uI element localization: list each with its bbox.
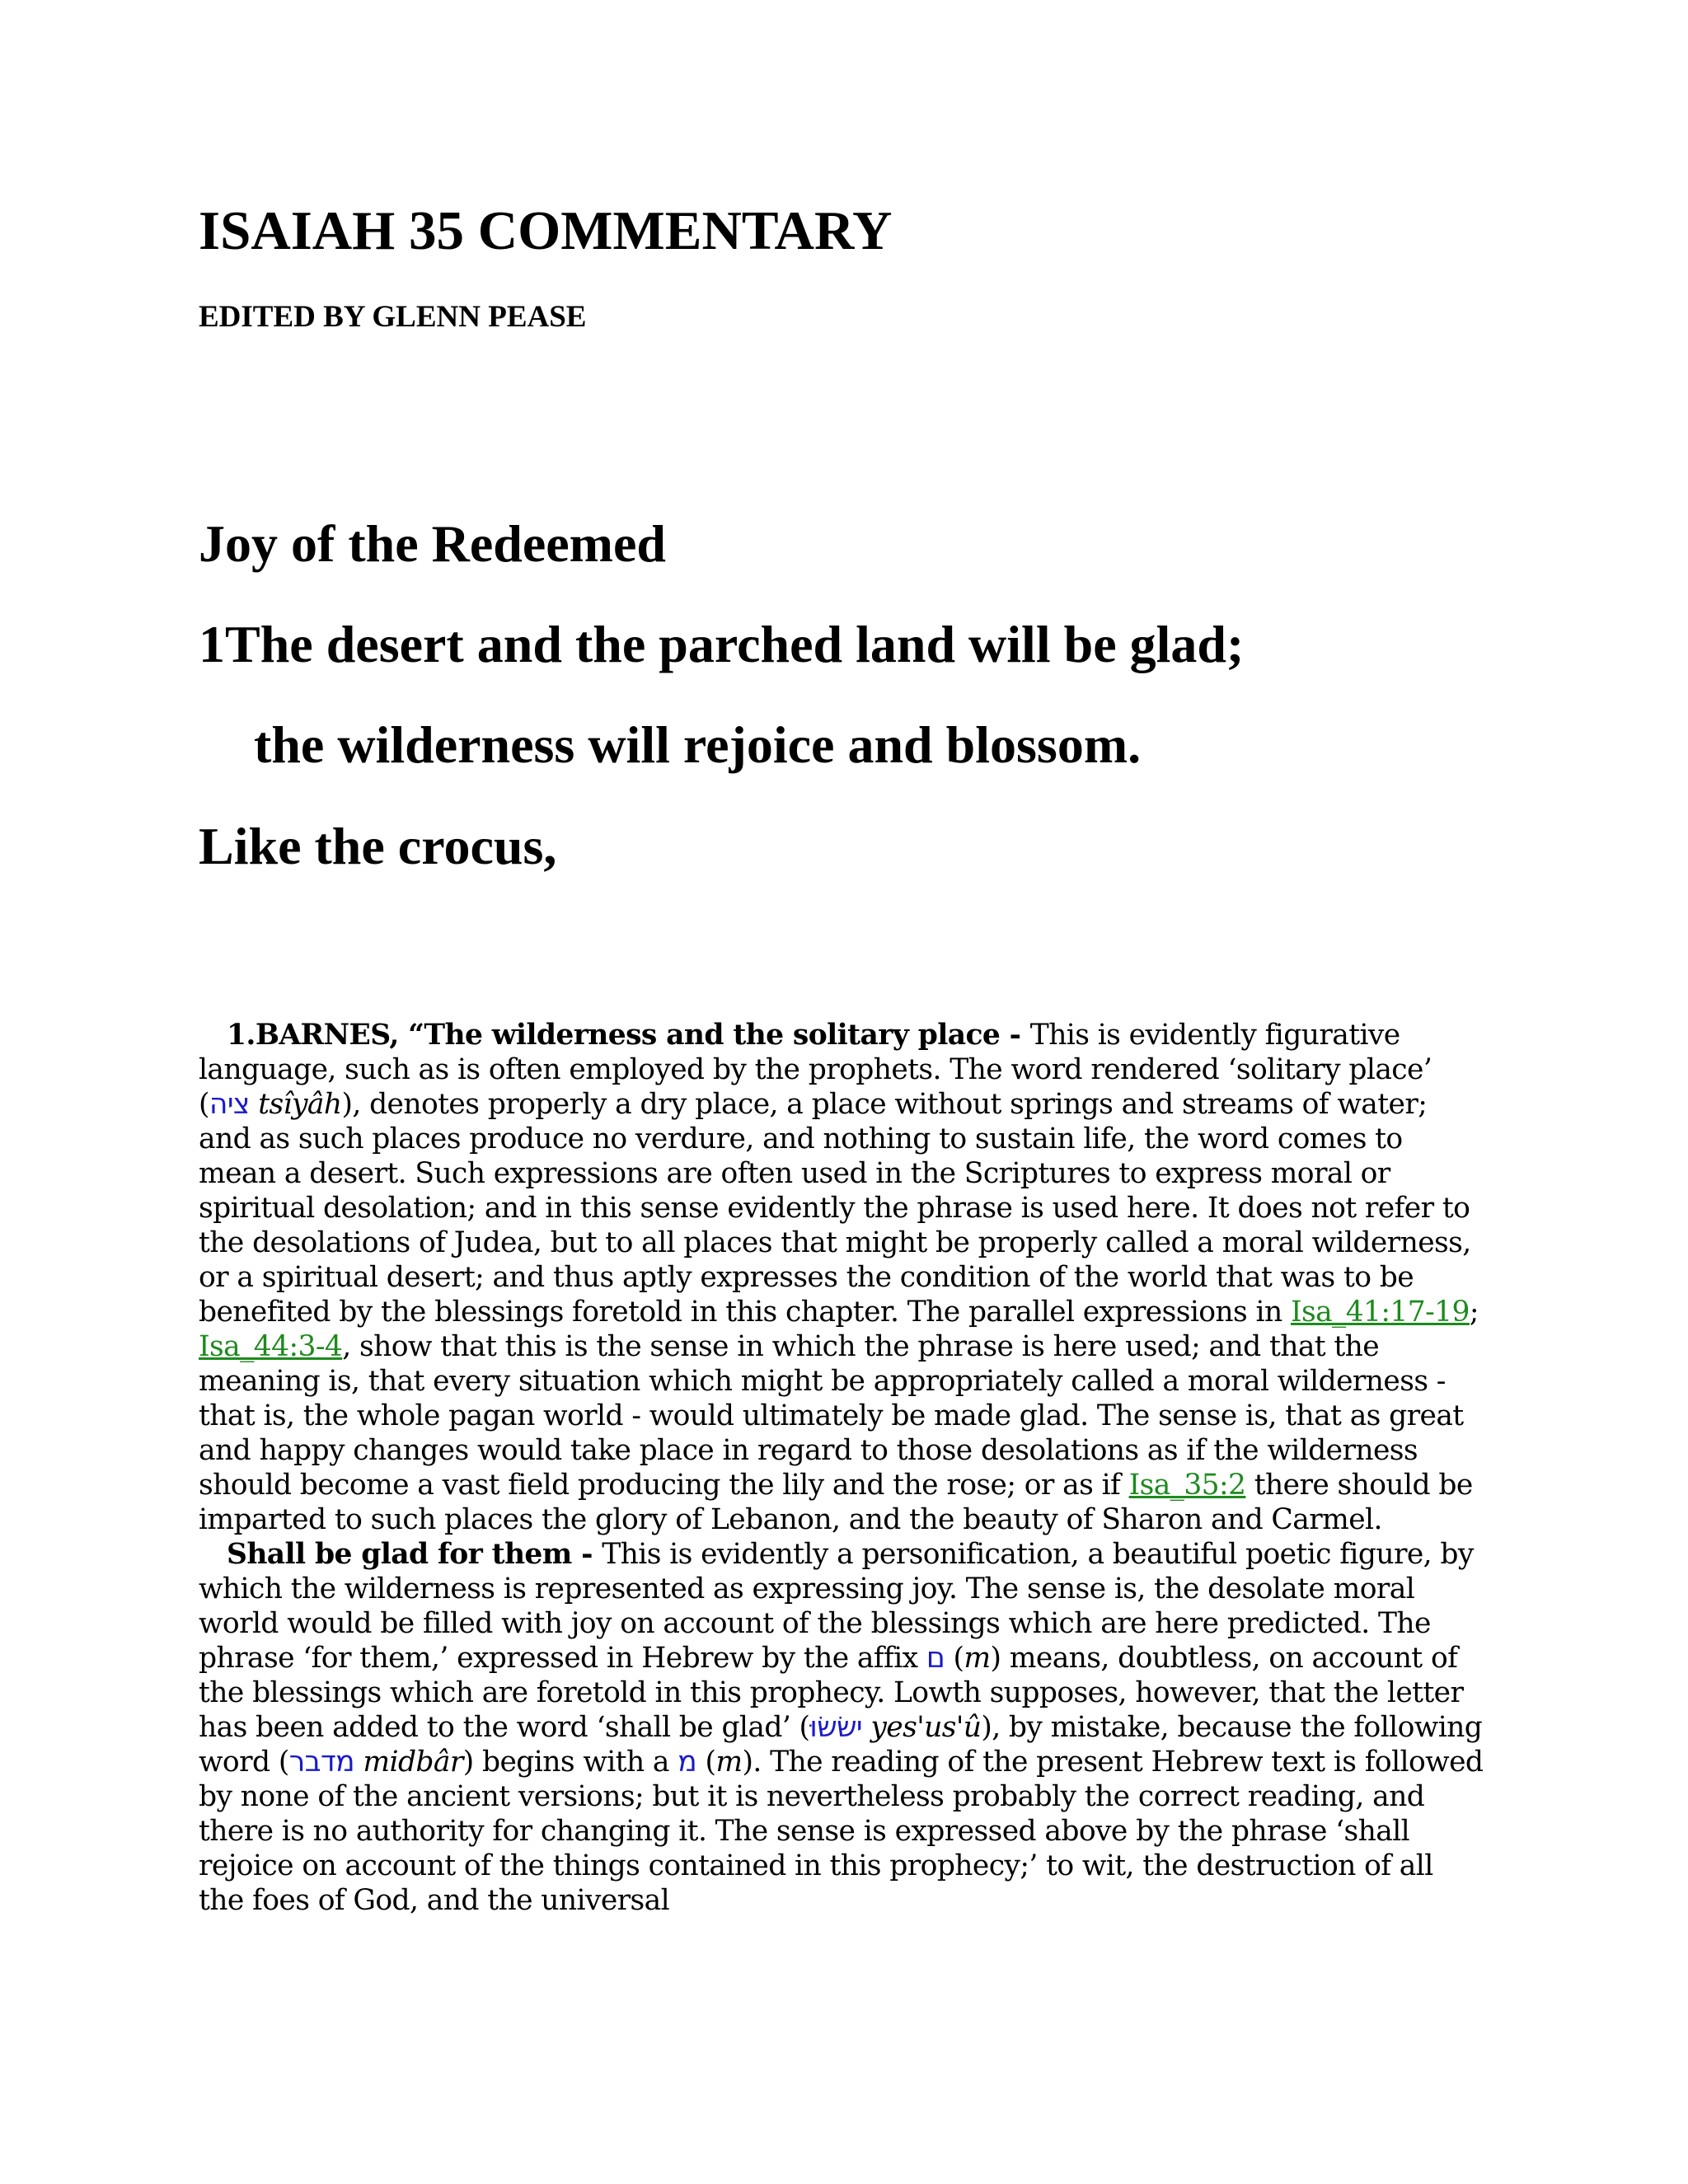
section-heading: Joy of the Redeemed: [199, 514, 666, 573]
commentary-body: [199, 1018, 1484, 1918]
scripture-link-isa-35[interactable]: Isa_35:2: [1128, 1469, 1246, 1502]
p1-text-2: ), denotes properly a dry place, a place without springs and streams of water; and as such places produce no verdure, and nothing to sustain life, the word comes to mean a desert. Such expressions are often used in the Scriptures to express moral or spiritual desolation; and in this sense evidently the phrase is used here. It does not refer to the desolations of Judea, but to all places that might be properly called a moral wilderness, or a spiritual desert; and thus aptly expresses the condition of the world that was to be benefited by the blessings foretold in this chapter. The parallel expressions in: [199, 1088, 1471, 1329]
p2-text-2: (: [945, 1642, 964, 1675]
p2-text-4: ), by mistake, because the following word (: [199, 1711, 1483, 1779]
scripture-link-isa-44[interactable]: Isa_44:3-4: [199, 1330, 343, 1363]
verse-line-1: 1The desert and the parched land will be glad;: [199, 615, 1245, 673]
commentary-paragraph-1: [199, 1018, 1484, 1537]
paragraph-1-lead: 1.BARNES, “The wilderness and the solitary place -: [227, 1019, 1030, 1052]
commentary-paragraph-2: [199, 1537, 1484, 1918]
p2-text-5: ) begins with a: [462, 1746, 678, 1779]
hebrew-letter-mem-final: ם: [926, 1642, 945, 1675]
p2-text-6: (: [696, 1746, 716, 1779]
transliteration-m-1: m: [964, 1642, 991, 1675]
p1-separator: ;: [1469, 1296, 1479, 1329]
transliteration-tsiyah: tsı̂yâh: [258, 1088, 342, 1121]
document-title: ISAIAH 35 COMMENTARY: [199, 200, 893, 261]
hebrew-word-yesusu: ישׂשׂוּ: [809, 1711, 863, 1744]
p1-text-3: , show that this is the sense in which the phrase is here used; and that the meaning is, that every situation which might be appropriately called a moral wilderness - that is, the whole pagan world - would ultimately be made glad. The sense is, that as great and happy changes would take place in regard to those desolations as if the wilderness should become a vast field producing the lily and the rose; or as if: [199, 1330, 1464, 1502]
p2-text-1: This is evidently a personification, a beautiful poetic figure, by which the wilderness is represented as expressing joy. The sense is, the desolate moral world would be filled with joy on account of the blessings which are here predicted. The phrase ‘for them,’ expressed in Hebrew by the affix: [199, 1538, 1474, 1675]
transliteration-m-2: m: [715, 1746, 743, 1779]
p2-text-3: ) means, doubtless, on account of the blessings which are foretold in this prophecy. Lowth supposes, however, that the letter has been added to the word ‘shall be glad’ (: [199, 1642, 1464, 1744]
hebrew-letter-mem: מ: [678, 1746, 697, 1779]
p2-text-7: ). The reading of the present Hebrew text is followed by none of the ancient versions; but it is nevertheless probably the correct reading, and there is no authority for changing it. The sense is expressed above by the phrase ‘shall rejoice on account of the things contained in this prophecy;’ to wit, the destruction of all the foes of God, and the universal: [199, 1746, 1484, 1917]
paragraph-2-lead: Shall be glad for them -: [227, 1538, 603, 1571]
editor-credit: EDITED BY GLENN PEASE: [199, 300, 587, 334]
transliteration-yesusu: yes'us'û: [870, 1711, 982, 1744]
transliteration-midbar: midbâr: [363, 1746, 463, 1779]
verse-line-3: Like the crocus,: [199, 817, 557, 875]
hebrew-word-tsiyah: ציה: [209, 1088, 250, 1121]
verse-line-2: the wilderness will rejoice and blossom.: [254, 715, 1142, 774]
p1-text-4: there should be imparted to such places the glory of Lebanon, and the beauty of Sharon and Carmel.: [199, 1469, 1473, 1536]
hebrew-word-midbar: מדבר: [288, 1746, 355, 1779]
p1-text-1: This is evidently figurative language, such as is often employed by the prophets. The word rendered ‘solitary place’ (: [199, 1019, 1432, 1121]
scripture-link-isa-41[interactable]: Isa_41:17-19: [1290, 1296, 1470, 1329]
